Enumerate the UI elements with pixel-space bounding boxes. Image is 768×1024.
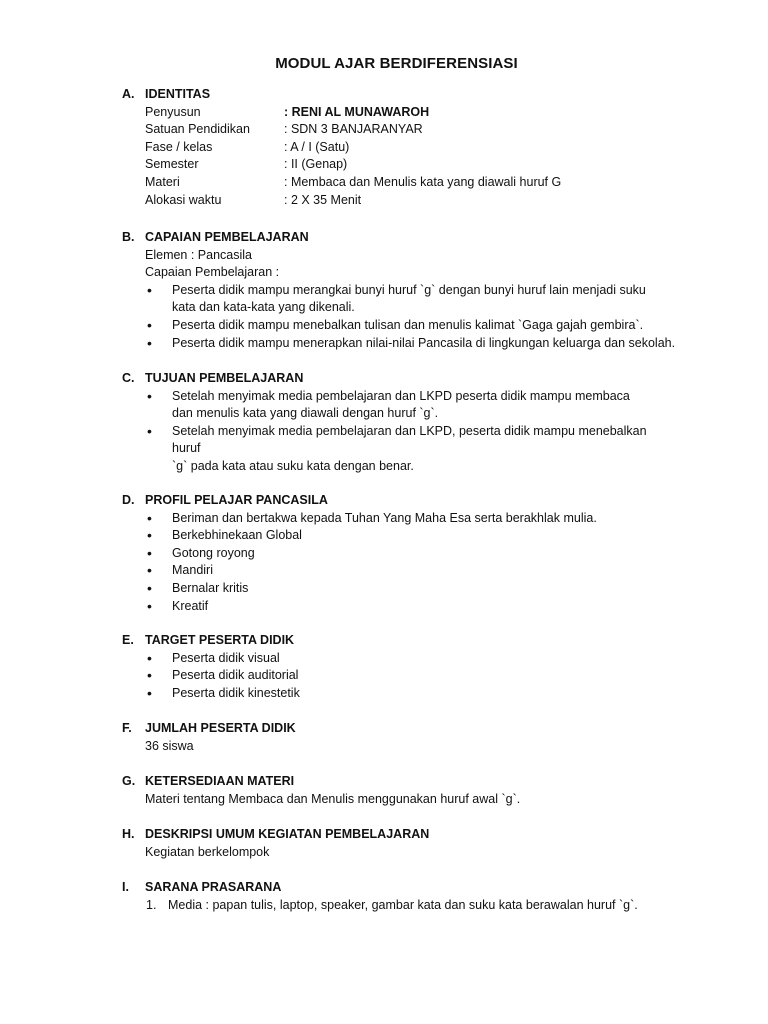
identitas-row	[145, 139, 722, 157]
list-item	[145, 335, 722, 353]
section-title: TARGET PESERTA DIDIK	[145, 633, 295, 647]
list-item-line: • Peserta didik mampu merangkai bunyi huruf `g` dengan bunyi huruf lain menjadi suku	[172, 282, 646, 297]
section-profil	[122, 492, 722, 615]
section-ketersediaan	[122, 773, 722, 808]
target-list	[145, 650, 722, 703]
section-title: TUJUAN PEMBELAJARAN	[145, 371, 304, 385]
list-item-line: • Setelah menyimak media pembelajaran dan LKPD, peserta didik mampu menebalkan	[172, 423, 647, 438]
list-item-line: • Peserta didik mampu menebalkan tulisan dan menulis kalimat `Gaga gajah gembira`.	[172, 317, 644, 332]
deskripsi-text: Kegiatan berkelompok	[145, 844, 270, 859]
row-value: : A / I (Satu)	[284, 139, 350, 154]
list-number: 1.	[146, 897, 157, 912]
identitas-row	[145, 174, 722, 192]
row-value: : 2 X 35 Menit	[284, 192, 362, 207]
section-title: JUMLAH PESERTA DIDIK	[145, 721, 296, 735]
list-item: • Bernalar kritis	[145, 580, 722, 598]
elemen-text: Elemen : Pancasila	[145, 247, 253, 262]
list-item: • Beriman dan bertakwa kepada Tuhan Yang Maha Esa serta berakhlak mulia.	[145, 510, 722, 528]
section-title: IDENTITAS	[145, 87, 211, 101]
row-value: : Membaca dan Menulis kata yang diawali huruf G	[284, 174, 562, 189]
list-item-line: huruf	[172, 441, 201, 456]
row-value: : II (Genap)	[284, 157, 348, 172]
section-heading	[122, 773, 722, 791]
tujuan-list	[145, 388, 722, 476]
section-letter: C.	[122, 371, 135, 385]
section-body	[145, 897, 722, 915]
section-identitas	[122, 86, 722, 209]
section-heading	[122, 826, 722, 844]
list-item-text: Media : papan tulis, laptop, speaker, gambar kata dan suku kata berawalan huruf `g`.	[168, 897, 638, 912]
identitas-row	[145, 121, 722, 139]
list-item: • Kreatif	[145, 598, 722, 616]
profil-list	[145, 510, 722, 616]
section-body	[145, 510, 722, 616]
list-item	[145, 388, 722, 423]
jumlah-text: 36 siswa	[145, 738, 194, 753]
section-title: DESKRIPSI UMUM KEGIATAN PEMBELAJARAN	[145, 827, 430, 841]
section-heading	[122, 720, 722, 738]
list-item	[145, 317, 722, 335]
sarana-list	[145, 897, 722, 915]
row-label: Alokasi waktu	[145, 192, 222, 207]
section-title: CAPAIAN PEMBELAJARAN	[145, 230, 309, 244]
section-heading	[122, 86, 722, 104]
section-letter: D.	[122, 493, 135, 507]
row-label: Fase / kelas	[145, 139, 213, 154]
section-letter: B.	[122, 230, 135, 244]
section-title: PROFIL PELAJAR PANCASILA	[145, 493, 328, 507]
section-letter: I.	[122, 880, 129, 894]
section-deskripsi	[122, 826, 722, 861]
section-sarana	[122, 879, 722, 914]
list-item-line: • Setelah menyimak media pembelajaran dan LKPD peserta didik mampu membaca	[172, 388, 630, 403]
section-letter: A.	[122, 87, 135, 101]
section-title: KETERSEDIAAN MATERI	[145, 774, 295, 788]
identitas-table	[145, 104, 722, 210]
row-label: Materi	[145, 174, 180, 189]
list-item: • Peserta didik auditorial	[145, 667, 722, 685]
list-item: • Gotong royong	[145, 545, 722, 563]
section-body	[145, 247, 722, 353]
row-label: Satuan Pendidikan	[145, 122, 250, 137]
section-tujuan	[122, 370, 722, 476]
row-value: : RENI AL MUNAWAROH	[284, 104, 430, 119]
capaian-list	[145, 282, 722, 352]
section-heading	[122, 879, 722, 897]
section-letter: H.	[122, 827, 135, 841]
row-label: Semester	[145, 157, 199, 172]
list-item: • Peserta didik kinestetik	[145, 685, 722, 703]
identitas-row	[145, 104, 722, 122]
section-target	[122, 632, 722, 702]
section-body	[145, 388, 722, 476]
section-letter: E.	[122, 633, 134, 647]
document-title: MODUL AJAR BERDIFERENSIASI	[275, 55, 518, 72]
section-heading	[122, 492, 722, 510]
list-item	[145, 282, 722, 317]
row-label: Penyusun	[145, 104, 201, 119]
list-item	[145, 897, 722, 915]
ketersediaan-text: Materi tentang Membaca dan Menulis menggunakan huruf awal `g`.	[145, 791, 521, 806]
list-item: • Berkebhinekaan Global	[145, 527, 722, 545]
list-item-line: `g` pada kata atau suku kata dengan benar.	[172, 458, 414, 473]
section-letter: G.	[122, 774, 136, 788]
section-letter: F.	[122, 721, 132, 735]
section-body	[145, 650, 722, 703]
identitas-row	[145, 156, 722, 174]
row-value: : SDN 3 BANJARANYAR	[284, 122, 423, 137]
list-item	[145, 423, 722, 476]
list-item: • Peserta didik visual	[145, 650, 722, 668]
section-heading	[122, 632, 722, 650]
list-item-line: kata dan kata-kata yang dikenali.	[172, 300, 355, 315]
section-capaian	[122, 229, 722, 352]
list-item-line: • Peserta didik mampu menerapkan nilai-nilai Pancasila di lingkungan keluarga dan sekolah.	[172, 335, 676, 350]
capaian-subheading: Capaian Pembelajaran :	[145, 265, 280, 280]
list-item-line: dan menulis kata yang diawali dengan huruf `g`.	[172, 406, 439, 421]
identitas-row	[145, 192, 722, 210]
list-item: • Mandiri	[145, 562, 722, 580]
section-jumlah	[122, 720, 722, 755]
section-title: SARANA PRASARANA	[145, 880, 282, 894]
section-heading	[122, 370, 722, 388]
section-heading	[122, 229, 722, 247]
